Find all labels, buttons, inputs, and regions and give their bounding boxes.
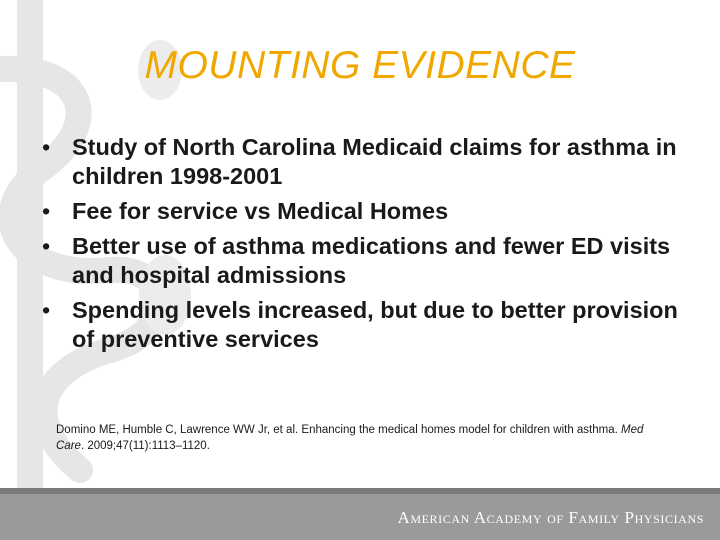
citation-main: Domino ME, Humble C, Lawrence WW Jr, et al. Enhancing the medical homes model for children with asthma. [56,424,622,436]
slide-title: MOUNTING EVIDENCE [144,44,576,87]
footer-organization: American Academy of Family Physicians [397,508,704,527]
citation [56,422,656,454]
bullet-item [42,197,682,226]
citation-tail: . 2009;47(11):1113–1120. [80,440,210,452]
bullet-marker: • [42,233,51,259]
bullet-text: Spending levels increased, but due to better provision of preventive services [72,297,678,352]
footer-divider [0,488,720,494]
bullet-marker: • [42,297,51,323]
footer-bar [0,488,720,540]
bullet-text: Study of North Carolina Medicaid claims for asthma in children 1998-2001 [72,134,677,189]
citation-journal: Med Care [56,424,644,452]
bullet-marker: • [42,134,51,160]
bullet-item [42,232,682,290]
bullet-item [42,296,682,354]
bullet-marker: • [42,198,51,224]
bullet-text: Fee for service vs Medical Homes [72,198,449,224]
bullet-item [42,133,682,191]
bullet-text: Better use of asthma medications and fewer ED visits and hospital admissions [72,233,671,288]
bullet-list [42,133,682,360]
